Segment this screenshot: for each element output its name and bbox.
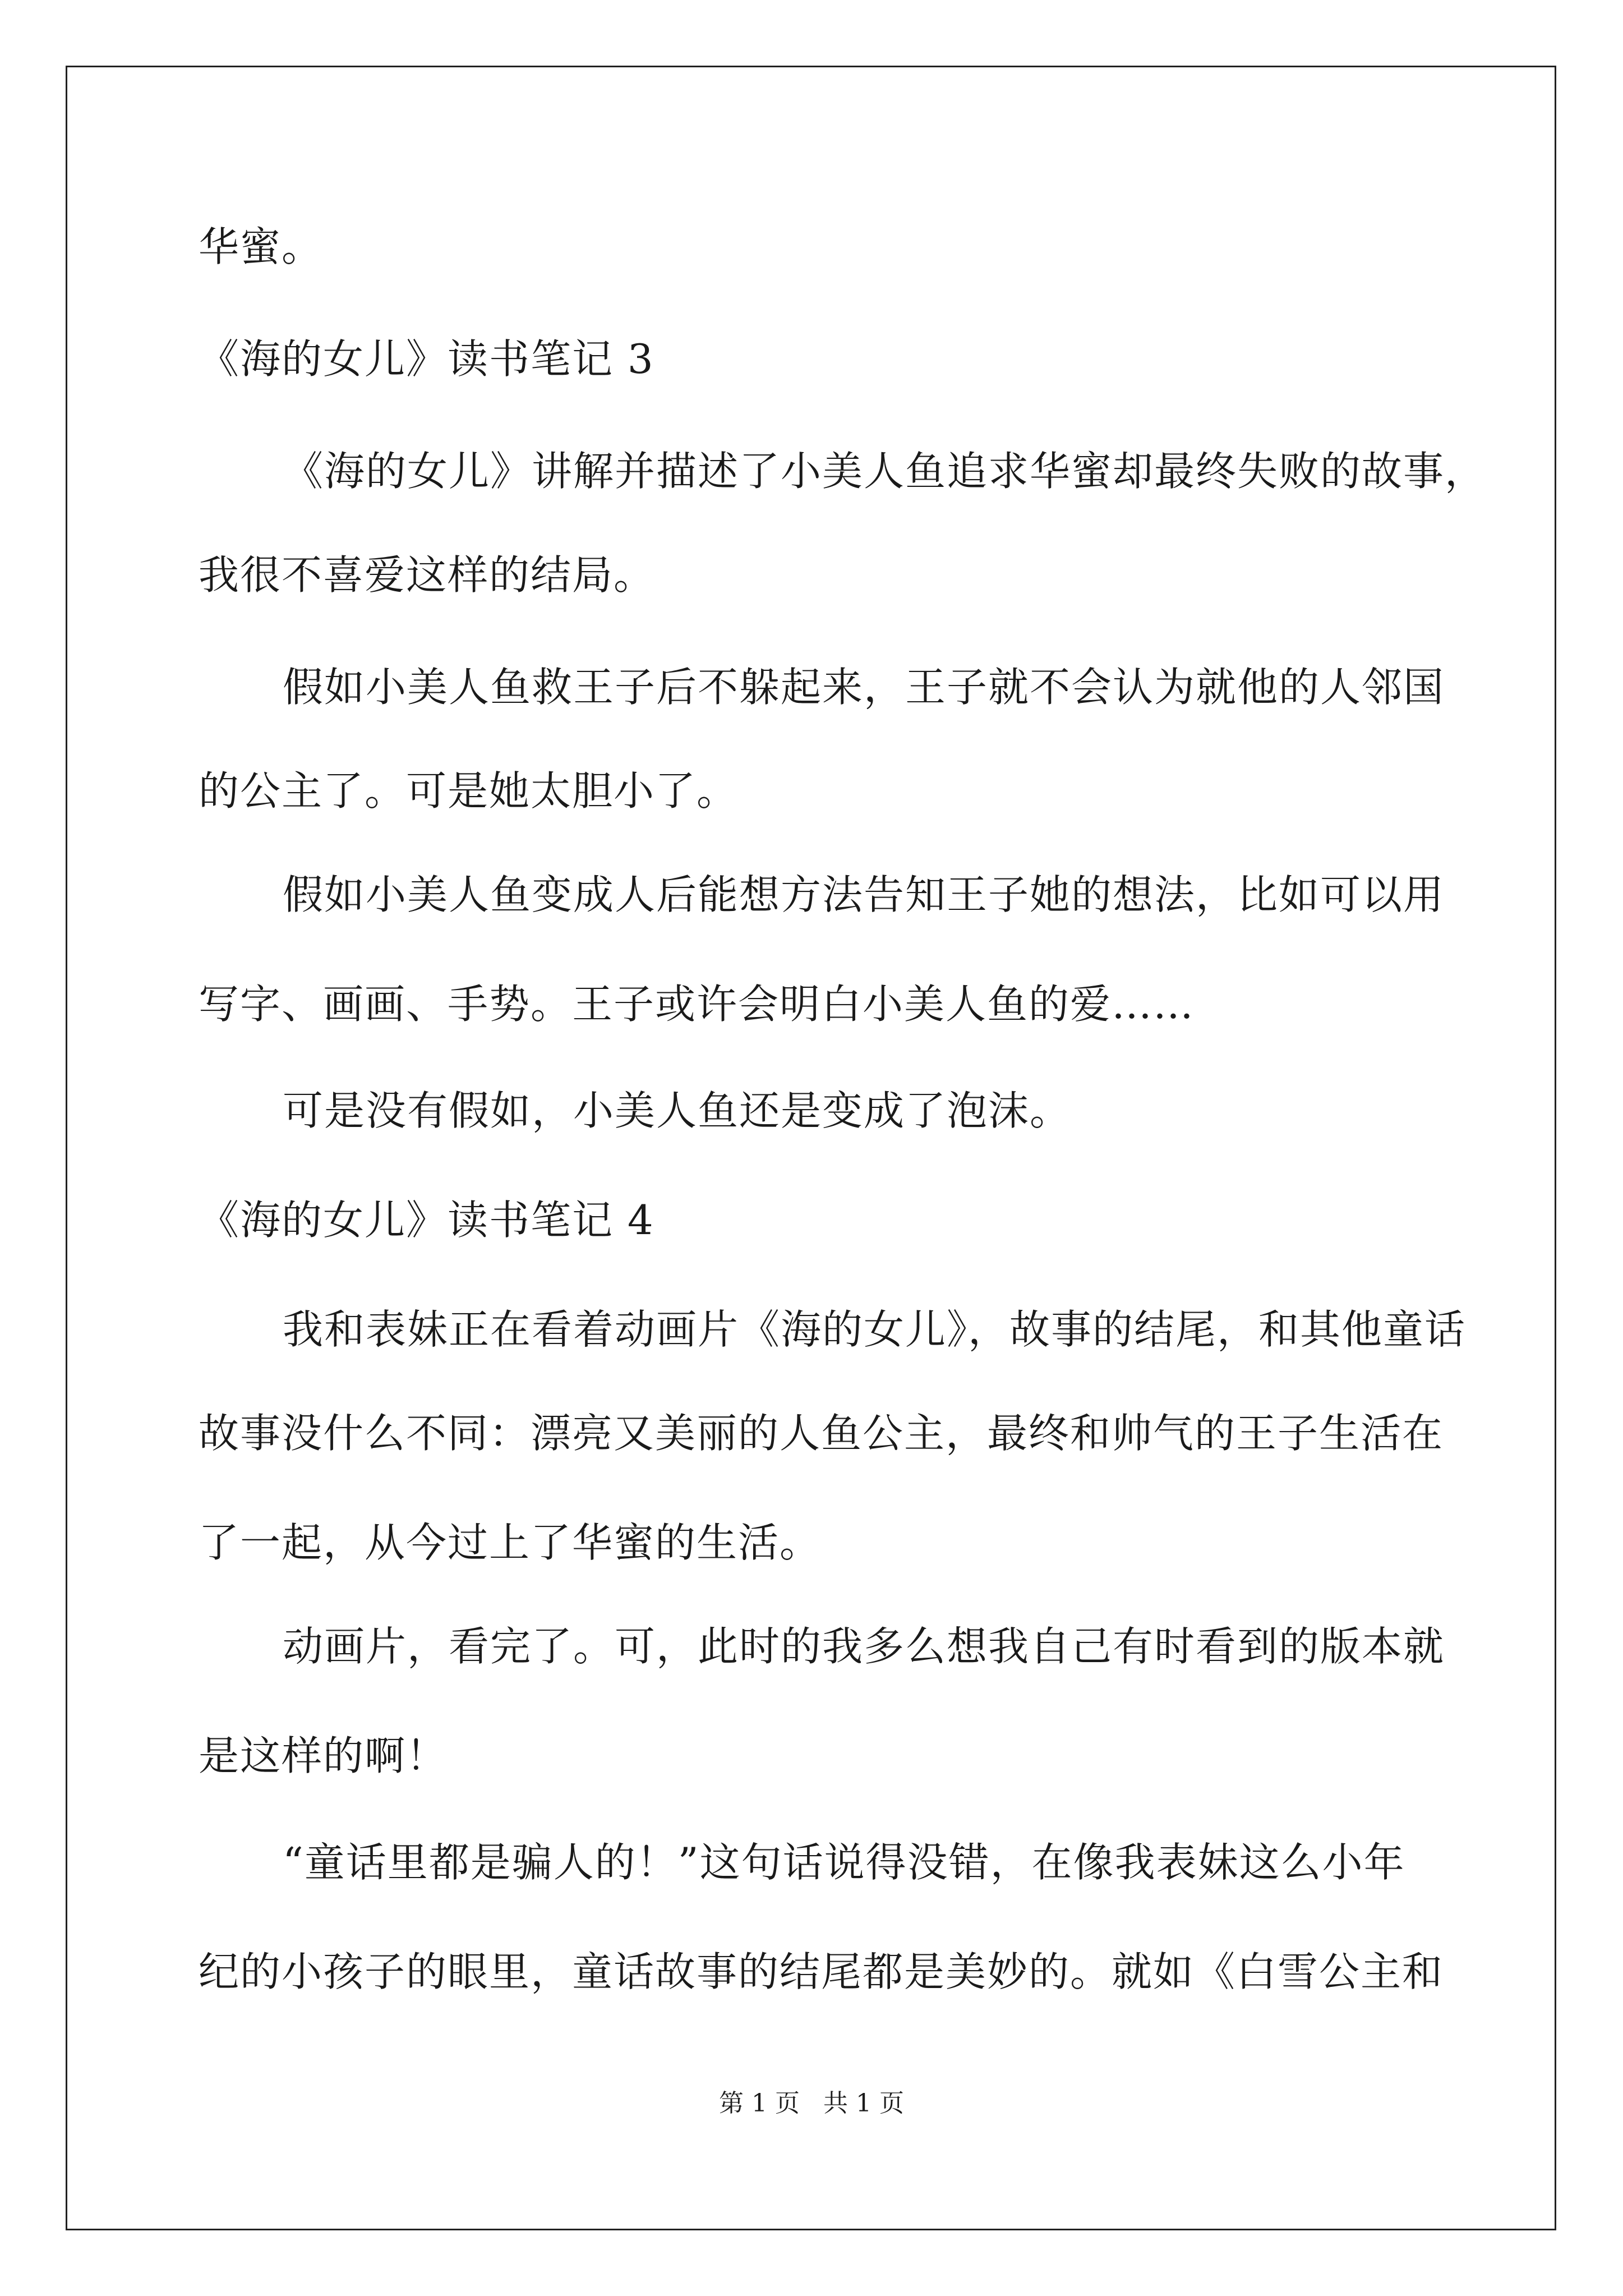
text-line: 纪的小孩子的眼里，童话故事的结尾都是美妙的。就如《白雪公主和 xyxy=(199,1948,1444,1995)
section-heading: 《海的女儿》读书笔记 3 xyxy=(199,335,654,383)
text-line: 了一起，从今过上了华蜜的生活。 xyxy=(199,1519,822,1566)
text-line: 故事没什么不同：漂亮又美丽的人鱼公主，最终和帅气的王子生活在 xyxy=(199,1410,1444,1457)
text-line: 动画片，看完了。可，此时的我多么想我自己有时看到的版本就 xyxy=(283,1623,1445,1670)
text-line: 是这样的啊！ xyxy=(199,1732,448,1779)
page-border xyxy=(66,66,1556,2230)
text-line: 写字、画画、手势。王子或许会明白小美人鱼的爱…… xyxy=(199,981,1195,1028)
text-line: 我和表妹正在看着动画片《海的女儿》，故事的结尾，和其他童话 xyxy=(283,1306,1467,1353)
text-line: 假如小美人鱼救王子后不躲起来，王子就不会认为就他的人邻国 xyxy=(283,664,1445,711)
text-line: 可是没有假如，小美人鱼还是变成了泡沫。 xyxy=(283,1087,1072,1134)
page-number-footer: 第 1 页 共 1 页 xyxy=(719,2089,904,2118)
section-heading: 《海的女儿》读书笔记 4 xyxy=(199,1197,654,1244)
text-line: 我很不喜爱这样的结局。 xyxy=(199,551,656,599)
text-line: 华蜜。 xyxy=(199,223,324,270)
text-line: “童话里都是骗人的！”这句话说得没错，在像我表妹这么小年 xyxy=(283,1839,1405,1886)
text-line: 假如小美人鱼变成人后能想方法告知王子她的想法，比如可以用 xyxy=(283,871,1445,918)
text-line: 的公主了。可是她太胆小了。 xyxy=(199,767,739,815)
text-line: 《海的女儿》讲解并描述了小美人鱼追求华蜜却最终失败的故事， xyxy=(283,448,1487,495)
